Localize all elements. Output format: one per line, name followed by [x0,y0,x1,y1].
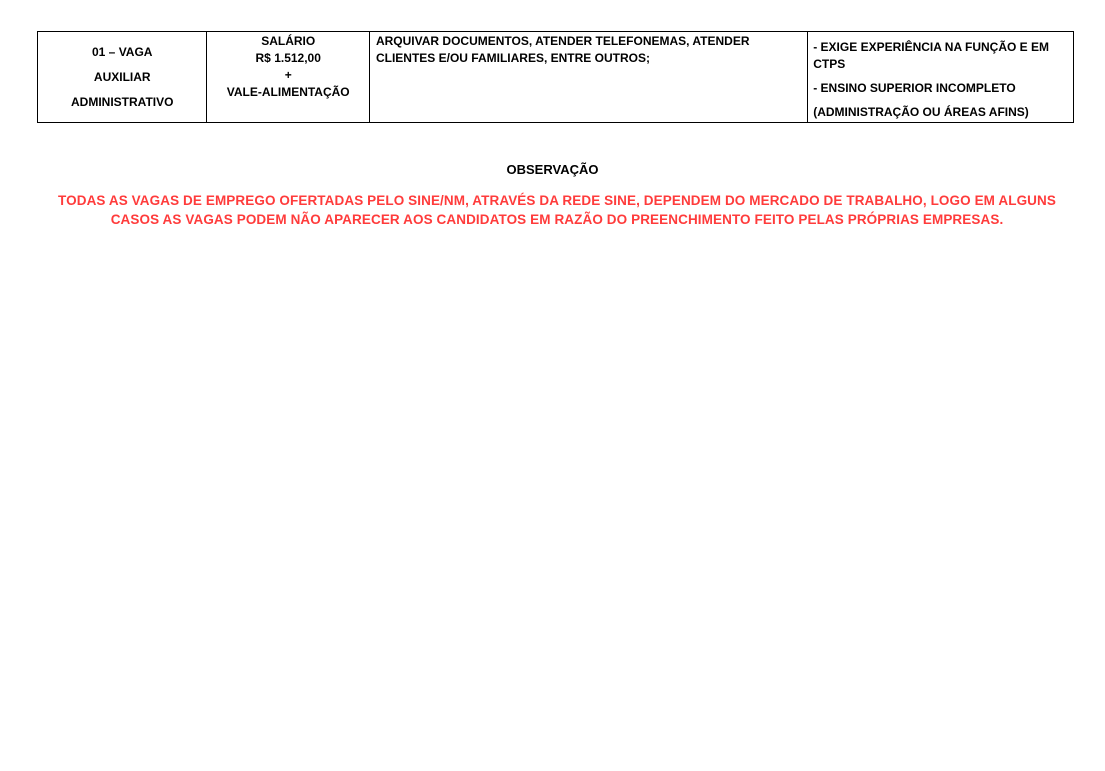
requisito-experiencia: - EXIGE EXPERIÊNCIA NA FUNÇÃO E EM CTPS [813,40,1050,71]
salario-benefit: VALE-ALIMENTAÇÃO [226,85,350,99]
vaga-title-line2: ADMINISTRATIVO [71,95,174,109]
vaga-cell [38,32,207,123]
job-table [37,31,1074,123]
requisito-ensino: - ENSINO SUPERIOR INCOMPLETO [813,81,1016,95]
observacao-text: TODAS AS VAGAS DE EMPREGO OFERTADAS PELO SINE/NM, ATRAVÉS DA REDE SINE, DEPENDEM DO MERCADO DE TRABALHO, LOGO EM ALGUNS CASOS AS VAGAS PODEM NÃO APARECER AOS CANDIDATOS EM RAZÃO DO PREENCHIMENTO FEITO PELAS PRÓPRIAS EMPRESAS. [58,193,1056,227]
requisito-areas: (ADMINISTRAÇÃO OU ÁREAS AFINS) [813,105,1029,119]
salario-cell [207,32,369,123]
atribuicoes-cell: ARQUIVAR DOCUMENTOS, ATENDER TELEFONEMAS, ATENDER CLIENTES E/OU FAMILIARES, ENTRE OUTROS; [369,32,807,123]
vaga-number: 01 – VAGA [92,45,153,59]
requisitos-cell [808,32,1074,123]
requisito-spacer [813,73,1069,80]
vaga-title-line1: AUXILIAR [93,70,151,84]
requisito-spacer [813,97,1069,104]
observacao-title: OBSERVAÇÃO [506,162,599,177]
salario-plus: + [284,68,292,82]
salario-label: SALÁRIO [261,34,316,48]
table-row [38,32,1074,123]
salario-value: R$ 1.512,00 [255,51,321,65]
